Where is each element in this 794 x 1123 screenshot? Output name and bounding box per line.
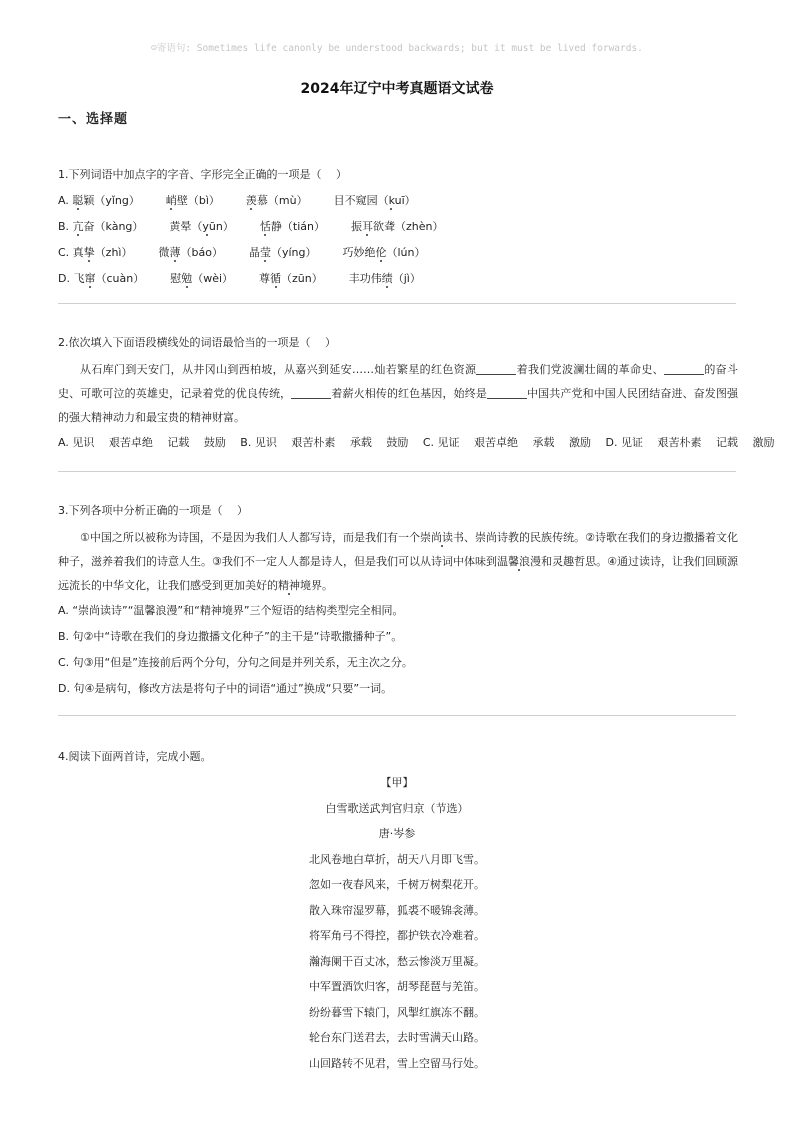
poem (0, 770, 794, 1076)
poem-line: 中军置酒饮归客，胡琴琵琶与羌笛。 (309, 980, 485, 993)
poem-line: 北风卷地白草折，胡天八月即飞雪。 (309, 852, 485, 866)
question-stem: 2.依次填入下面语段横线处的词语最恰当的一项是（ ） (58, 336, 336, 349)
option-d[interactable]: D. 飞窜（cuàn） 慰勉（wèi） 尊循（zūn） 丰功伟绩（jì） (58, 272, 421, 285)
option-d[interactable]: D. 句④是病句，修改方法是将句子中的词语“通过”换成“只要”一词。 (58, 682, 393, 695)
divider (58, 303, 736, 304)
option-c[interactable]: C. 句③用“但是”连接前后两个分句，分句之间是并列关系，无主次之分。 (58, 656, 413, 669)
page-title: 2024年辽宁中考真题语文试卷 (300, 81, 494, 97)
question-stem: 4.阅读下面两首诗，完成小题。 (58, 750, 212, 763)
poem-line: 轮台东门送君去，去时雪满天山路。 (309, 1031, 485, 1044)
poem-line: 瀚海阑干百丈冰，愁云惨淡万里凝。 (309, 954, 485, 968)
poem-author: 唐·岑参 (378, 827, 416, 840)
question-1 (58, 162, 738, 292)
poem-line: 忽如一夜春风来，千树万树梨花开。 (309, 878, 485, 891)
option-a[interactable]: A. 聪颖（yǐng） 峭壁（bì） 羡慕（mù） 目不窥园（kuī） (58, 194, 416, 207)
poem-title: 白雪歌送武判官归京（节选） (325, 801, 469, 815)
poem-line: 将军角弓不得控，都护铁衣冷难着。 (309, 929, 485, 942)
divider (58, 715, 736, 716)
blank-1 (476, 362, 516, 375)
options[interactable]: A. 见识 艰苦卓绝 记载 鼓励 B. 见识 艰苦朴素 承载 鼓励 C. 见证 艰苦卓绝 承载 激励 D. 见证 艰苦朴素 记载 激励 (58, 436, 775, 449)
question-4 (58, 744, 738, 770)
option-b[interactable]: B. 亢奋（kàng） 黄晕（yūn） 恬静（tián） 振耳欲聋（zhèn） (58, 220, 444, 233)
poem-line: 纷纷暮雪下辕门，风掣红旗冻不翻。 (309, 1005, 485, 1019)
motto-header: ☺寄语句: Sometimes life canonly be understood backwards; but it must be lived forwards. (151, 43, 643, 54)
blank-4 (487, 386, 527, 399)
poem-line: 散入珠帘湿罗幕，狐裘不暖锦衾薄。 (309, 903, 485, 917)
question-3 (58, 498, 738, 702)
divider (58, 471, 736, 472)
option-a[interactable]: A. “崇尚读诗”“温馨浪漫”和“精神境界”三个短语的结构类型完全相同。 (58, 604, 404, 617)
blank-2 (664, 362, 704, 375)
passage: ①中国之所以被称为诗国，不是因为我们人人都写诗，而是我们有一个崇尚读书、崇尚诗教的民族传统。②诗歌在我们的身边撒播着文化种子，滋养着我们的诗意人生。③我们不一定人人都是诗人，但是我们可以从诗词中体味到温馨浪漫和灵趣哲思。④通过读诗，让我们回顾源远流长的中华文化，让我们感受到更加美好的精神境界。 (58, 531, 739, 592)
poem-label: 【甲】 (380, 776, 414, 789)
option-b[interactable]: B. 句②中“诗歌在我们的身边撒播文化种子”的主干是“诗歌撒播种子”。 (58, 630, 403, 643)
question-stem: 1.下列词语中加点字的字音、字形完全正确的一项是（ ） (58, 168, 347, 181)
question-2 (58, 330, 775, 456)
section-heading: 一、选择题 (58, 112, 129, 127)
passage: 从石库门到天安门，从井冈山到西柏坡，从嘉兴到延安……灿若繁星的红色资源 着我们党波澜壮阔的革命史、 的奋斗史、可歌可泣的英雄史，记录着党的优良传统， 着薪火相传的红色基因，始终是 中国共产党和中国人民团结奋进、奋发图强的强大精神动力和最宝贵的精神财富。 (58, 363, 739, 424)
question-stem: 3.下列各项中分析正确的一项是（ ） (58, 504, 248, 517)
option-c[interactable]: C. 真挚（zhì） 微薄（báo） 晶莹（yíng） 巧妙绝伦（lún） (58, 246, 426, 259)
poem-line: 山回路转不见君，雪上空留马行处。 (309, 1056, 485, 1070)
blank-3 (291, 386, 331, 399)
